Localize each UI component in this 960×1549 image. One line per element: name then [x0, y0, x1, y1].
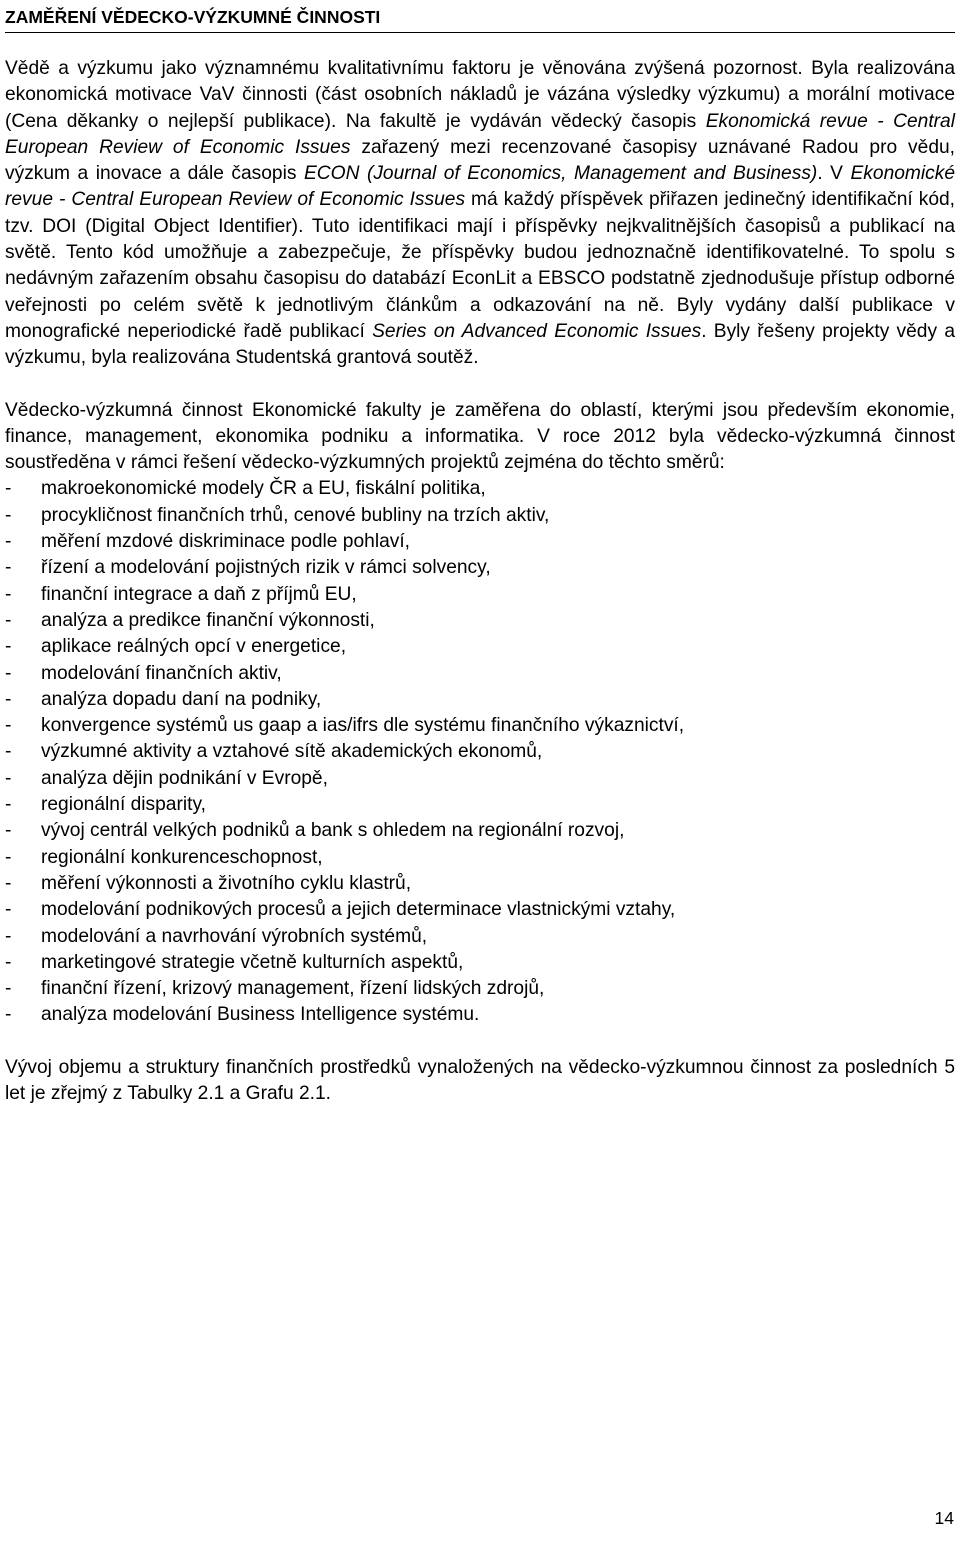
intro-text-2: zařazený mezi recenzované časopisy uznávané Radou pro vědu, výzkum a inovace a dále časopis: [5, 136, 955, 185]
list-item: - výzkumné aktivity a vztahové sítě akademických ekonomů,: [5, 739, 955, 765]
list-item: - měření výkonnosti a životního cyklu klastrů,: [5, 871, 955, 897]
list-item: - modelování podnikových procesů a jejich determinace vlastnickými vztahy,: [5, 897, 955, 923]
list-item: - analýza modelování Business Intelligence systému.: [5, 1002, 955, 1028]
research-topics-list: [5, 476, 955, 1028]
document-page: [5, 0, 955, 1107]
list-item: - aplikace reálných opcí v energetice,: [5, 634, 955, 660]
intro-text-4: má každý příspěvek přiřazen jedinečný identifikační kód, tzv. DOI (Digital Object Identifier). Tuto identifikaci mají i příspěvky nejkvalitnějších časopisů a publikací na světě. Tento kód umožňuje a zabezpečuje, že příspěvky budou jednoznačně identifikovatelné. To spolu s nedávným zařazením obsahu časopisu do databází EconLit a EBSCO podstatně zjednodušuje přístup odborné veřejnosti po celém světě k jednotlivým článkům a odkazování na ně. Byly vydány další publikace v monografické neperiodické řadě publikací: [5, 189, 955, 342]
intro-text-5: . Byly řešeny projekty vědy a výzkumu, byla realizována Studentská grantová soutěž.: [5, 320, 955, 369]
list-item: - analýza dějin podnikání v Evropě,: [5, 766, 955, 792]
list-item: - konvergence systémů us gaap a ias/ifrs dle systému finančního výkaznictví,: [5, 713, 955, 739]
list-item: - marketingové strategie včetně kulturních aspektů,: [5, 950, 955, 976]
closing-paragraph: Vývoj objemu a struktury finančních prostředků vynaložených na vědecko-výzkumnou činnost za posledních 5 let je zřejmý z Tabulky 2.1 a Grafu 2.1.: [5, 1056, 955, 1104]
list-item: - finanční řízení, krizový management, řízení lidských zdrojů,: [5, 976, 955, 1002]
list-item: - analýza a predikce finanční výkonnosti,: [5, 608, 955, 634]
list-item: - analýza dopadu daní na podniky,: [5, 687, 955, 713]
list-item: - řízení a modelování pojistných rizik v rámci solvency,: [5, 555, 955, 581]
list-item: - vývoj centrál velkých podniků a bank s ohledem na regionální rozvoj,: [5, 818, 955, 844]
list-item: - regionální konkurenceschopnost,: [5, 845, 955, 871]
list-item: - modelování a navrhování výrobních systémů,: [5, 924, 955, 950]
page-number: 14: [934, 1508, 954, 1528]
list-item: - finanční integrace a daň z příjmů EU,: [5, 582, 955, 608]
journal-title-2: ECON (Journal of Economics, Management and Business): [303, 163, 818, 185]
series-title: Series on Advanced Economic Issues: [372, 320, 702, 342]
intro-text-3: . V: [817, 163, 851, 185]
journal-title-1: Ekonomická revue - Central European Review of Economic Issues: [5, 110, 955, 158]
list-item: - měření mzdové diskriminace podle pohlaví,: [5, 529, 955, 555]
research-paragraph: Vědecko-výzkumná činnost Ekonomické fakulty je zaměřena do oblastí, kterými jsou především ekonomie, finance, management, ekonomika podniku a informatika. V roce 2012 byla vědecko-výzkumná činnost soustředěna v rámci řešení vědecko-výzkumných projektů zejména do těchto směrů:: [5, 399, 955, 474]
list-item: - modelování finančních aktiv,: [5, 661, 955, 687]
section-heading-bar: [5, 2, 955, 33]
intro-paragraph: [5, 56, 955, 372]
list-item: - makroekonomické modely ČR a EU, fiskální politika,: [5, 476, 955, 502]
section-heading: ZAMĚŘENÍ VĚDECKO-VÝZKUMNÉ ČINNOSTI: [5, 6, 381, 27]
intro-text-1: Vědě a výzkumu jako významnému kvalitativnímu faktoru je věnována zvýšená pozornost. Byla realizována ekonomická motivace VaV činnosti (část osobních nákladů je vázána výsledky výzkumu) a morální motivace (Cena děkanky o nejlepší publikace). Na fakultě je vydáván vědecký časopis: [5, 58, 955, 132]
list-item: - regionální disparity,: [5, 792, 955, 818]
journal-title-3: Ekonomické revue - Central European Review of Economic Issues: [5, 163, 956, 211]
list-item: - procykličnost finančních trhů, cenové bubliny na trzích aktiv,: [5, 503, 955, 529]
